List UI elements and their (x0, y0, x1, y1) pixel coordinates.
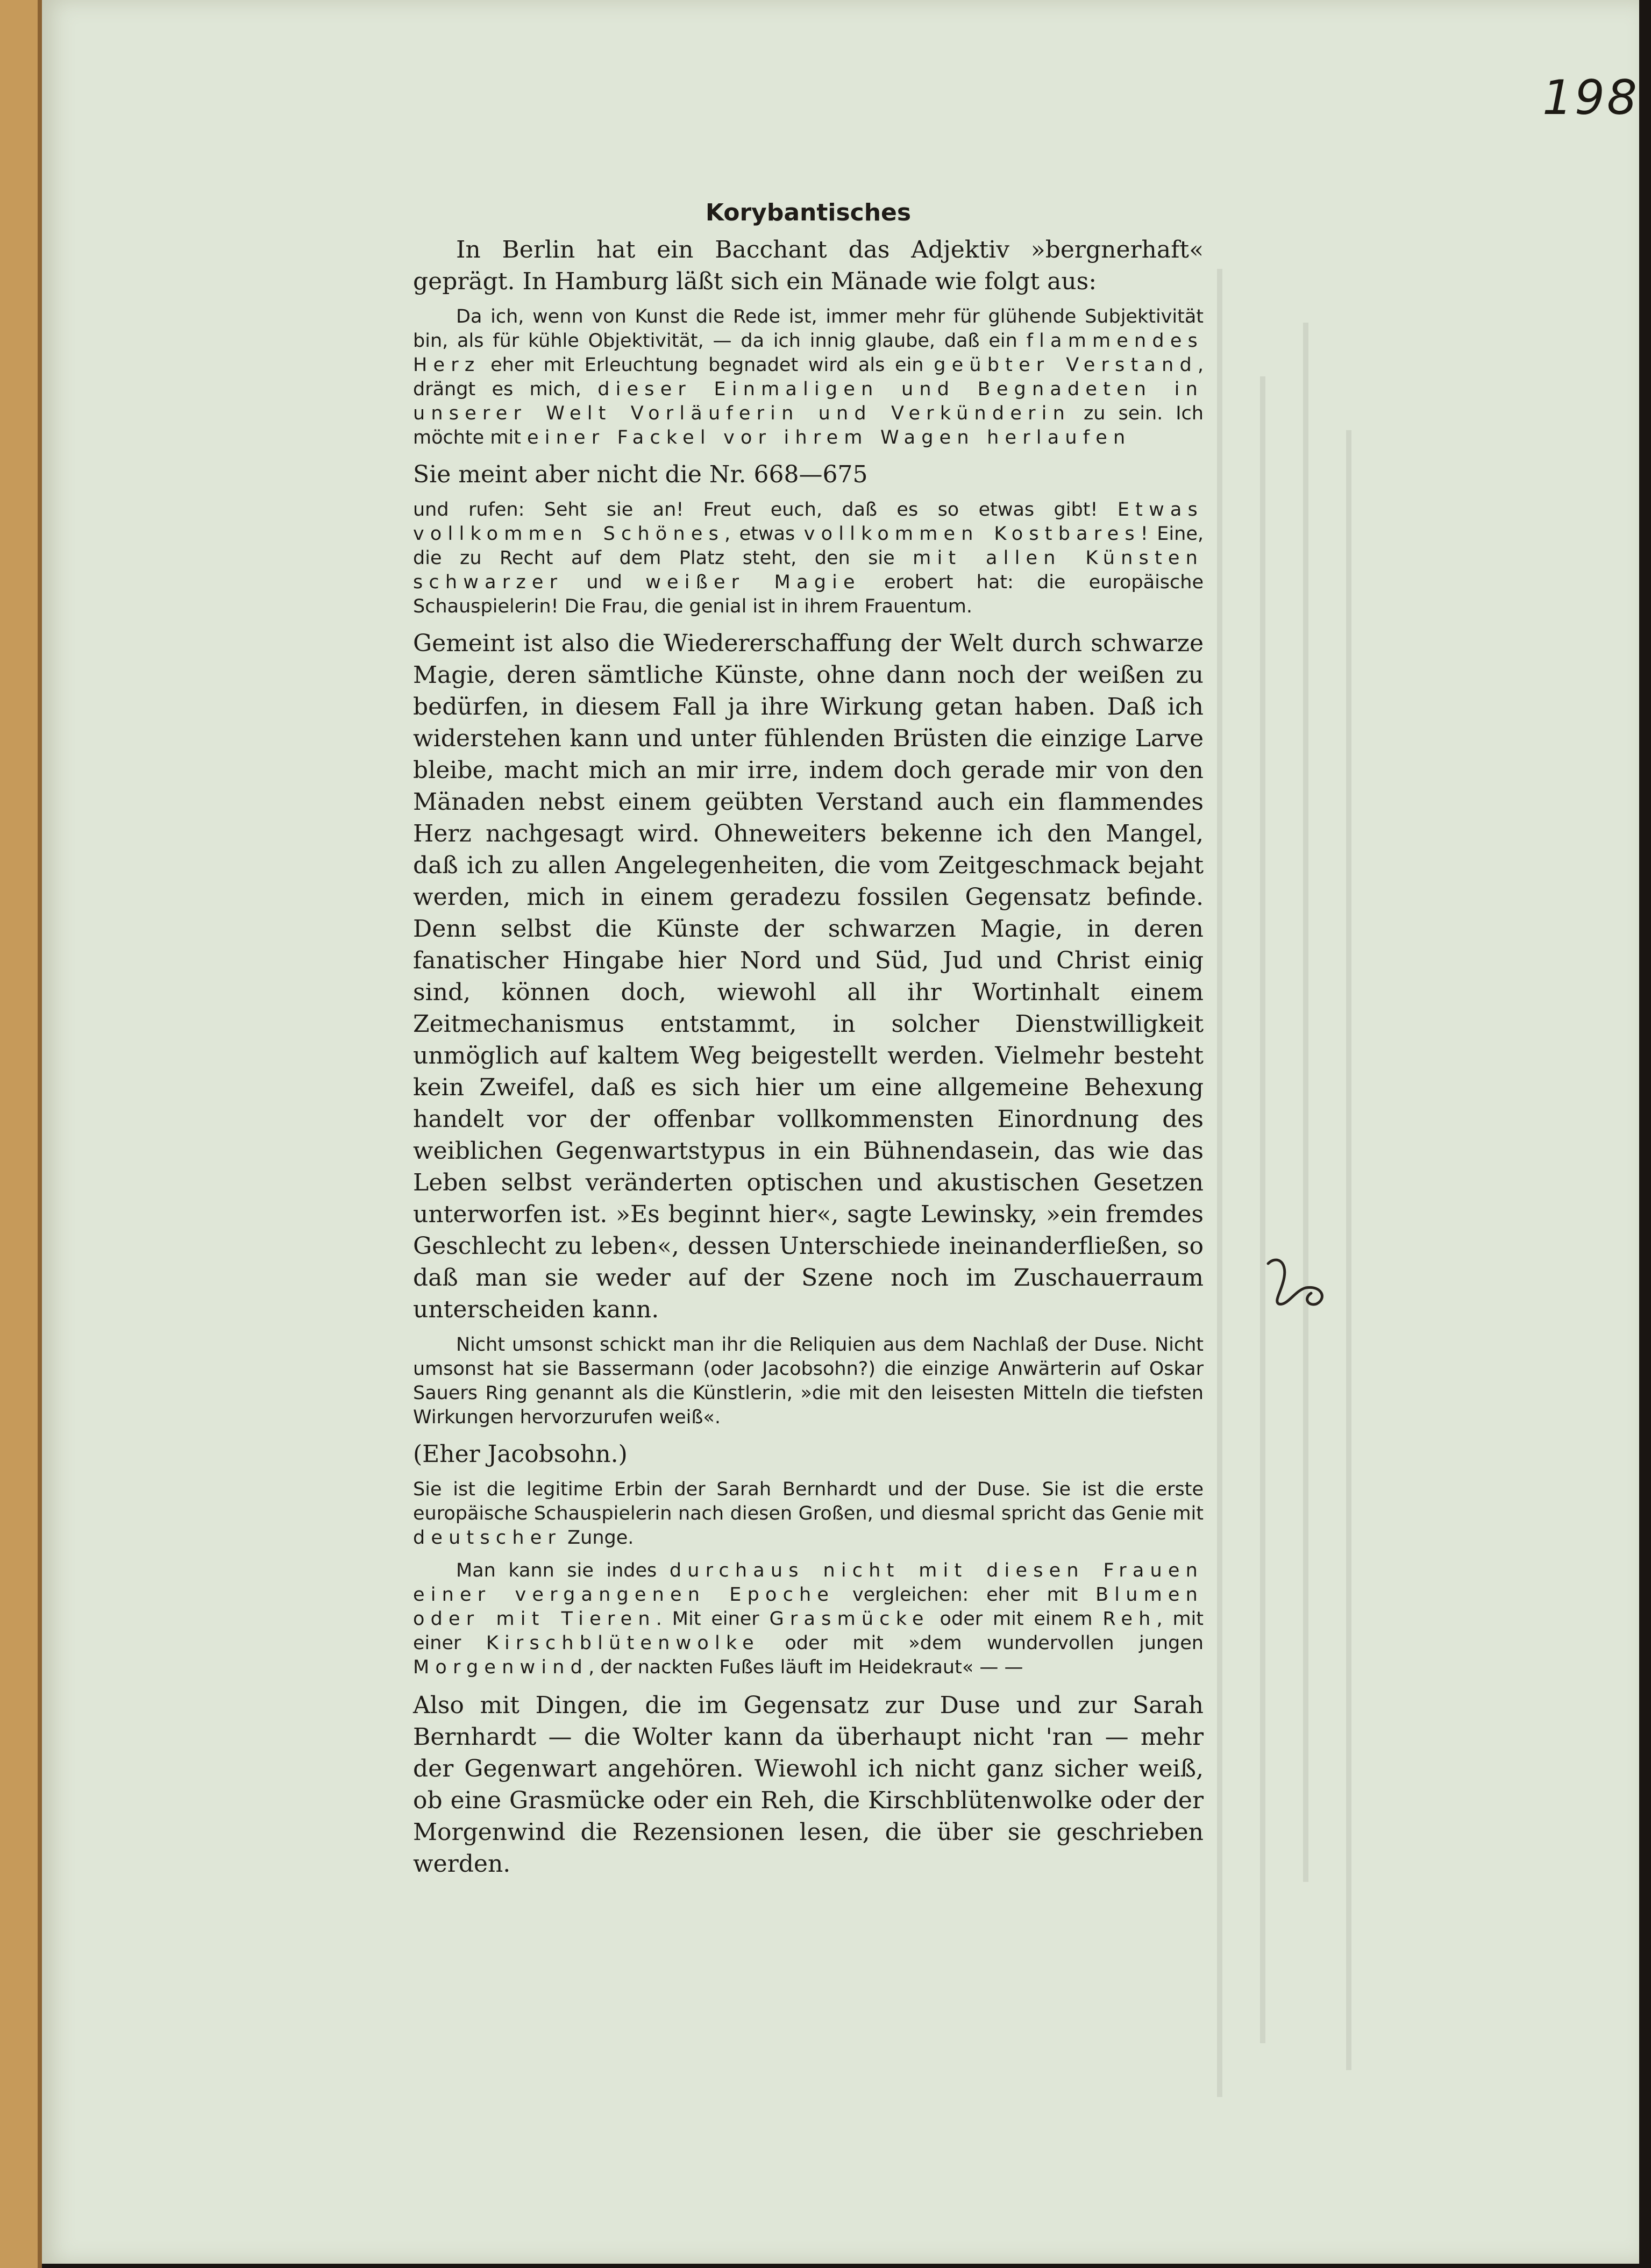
bleed-through-text (1198, 269, 1403, 2097)
quote-block-4: Sie ist die legitime Erbin der Sarah Bernhardt und der Duse. Sie ist die erste europäische Schauspielerin nach diesen Großen, und diesmal spricht das Genie mit deutscher Zunge. (413, 1479, 1204, 1549)
intro-paragraph: In Berlin hat ein Bacchant das Adjektiv »bergnerhaft« geprägt. In Hamburg läßt sich ein Mänade wie folgt aus: (413, 236, 1204, 295)
handwritten-correction-mark (1263, 1253, 1338, 1312)
article (413, 199, 1204, 1880)
page-number: 198 (1542, 70, 1639, 125)
main-paragraph-2: Also mit Dingen, die im Gegensatz zur Duse und zur Sarah Bernhardt — die Wolter kann da überhaupt nicht 'ran — mehr der Gegenwart angehören. Wiewohl ich nicht ganz sicher weiß, ob eine Grasmücke oder ein Reh, die Kirschblütenwolke oder der Morgenwind die Rezensionen lesen, die über sie geschrieben werden. (413, 1692, 1204, 1878)
aside-2: (Eher Jacobsohn.) (413, 1440, 628, 1468)
aside-1: Sie meint aber nicht die Nr. 668—675 (413, 461, 868, 488)
document-page (42, 0, 1639, 2264)
book-spine-edge (0, 0, 42, 2268)
quote-block-2: und rufen: Seht sie an! Freut euch, daß es so etwas gibt! Etwas vollkommen Schönes, etwas vollkommen Kostbares! Eine, die zu Recht auf dem Platz steht, den sie mit allen Künsten schwarzer und weißer Magie erobert hat: die europäische Schauspielerin! Die Frau, die genial ist in ihrem Frauentum. (413, 499, 1204, 617)
quote-block-5: Man kann sie indes durchaus nicht mit diesen Frauen einer vergangenen Epoche vergleichen: eher mit Blumen oder mit Tieren. Mit einer Grasmücke oder mit einem Reh, mit einer Kirschblütenwolke oder mit »dem wundervollen jungen Morgenwind, der nackten Fußes läuft im Heidekraut« — — (413, 1560, 1204, 1678)
main-paragraph-1: Gemeint ist also die Wiedererschaffung der Welt durch schwarze Magie, deren sämtliche Künste, ohne dann noch der weißen zu bedürfen, in diesem Fall ja ihre Wirkung getan haben. Daß ich widerstehen kann und unter fühlenden Brüsten die einzige Larve bleibe, macht mich an mir irre, indem doch gerade mir von den Mänaden nebst einem geübten Verstand auch ein flammendes Herz nachgesagt wird. Ohneweiters bekenne ich den Mangel, daß ich zu allen Angelegenheiten, die vom Zeitgeschmack bejaht werden, mich in einem geradezu fossilen Gegensatz befinde. Denn selbst die Künste der schwarzen Magie, in deren fanatischer Hingabe hier Nord und Süd, Jud und Christ einig sind, können doch, wiewohl all ihr Wortinhalt einem Zeitmechanismus entstammt, in solcher Dienstwilligkeit unmöglich auf kaltem Weg beigestellt werden. Vielmehr besteht kein Zweifel, daß es sich hier um eine allgemeine Behexung handelt vor der offenbar vollkommensten Einordnung des weiblichen Gegenwartstypus in ein Bühnendasein, das wie das Leben selbst veränderten optischen und akustischen Gesetzen unterworfen ist. »Es beginnt hier«, sagte Lewinsky, »ein fremdes Geschlecht zu leben«, dessen Unterschiede ineinanderfließen, so daß man sie weder auf der Szene noch im Zuschauerraum unterscheiden kann. (413, 630, 1204, 1323)
quote-block-3: Nicht umsonst schickt man ihr die Reliquien aus dem Nachlaß der Duse. Nicht umsonst hat sie Bassermann (oder Jacobsohn?) die einzige Anwärterin auf Oskar Sauers Ring genannt als die Künstlerin, »die mit den leisesten Mitteln die tiefsten Wirkungen hervorzurufen weiß«. (413, 1334, 1204, 1428)
quote-block-1: Da ich, wenn von Kunst die Rede ist, immer mehr für glühende Subjektivität bin, als für kühle Objektivität, — da ich innig glaube, daß ein flammendes Herz eher mit Erleuchtung begnadet wird als ein geübter Verstand, drängt es mich, dieser Einmaligen und Begnadeten in unserer Welt Vorläuferin und Verkünderin zu sein. Ich möchte mit einer Fackel vor ihrem Wagen herlaufen (413, 306, 1204, 448)
article-title: Korybantisches (705, 199, 912, 226)
